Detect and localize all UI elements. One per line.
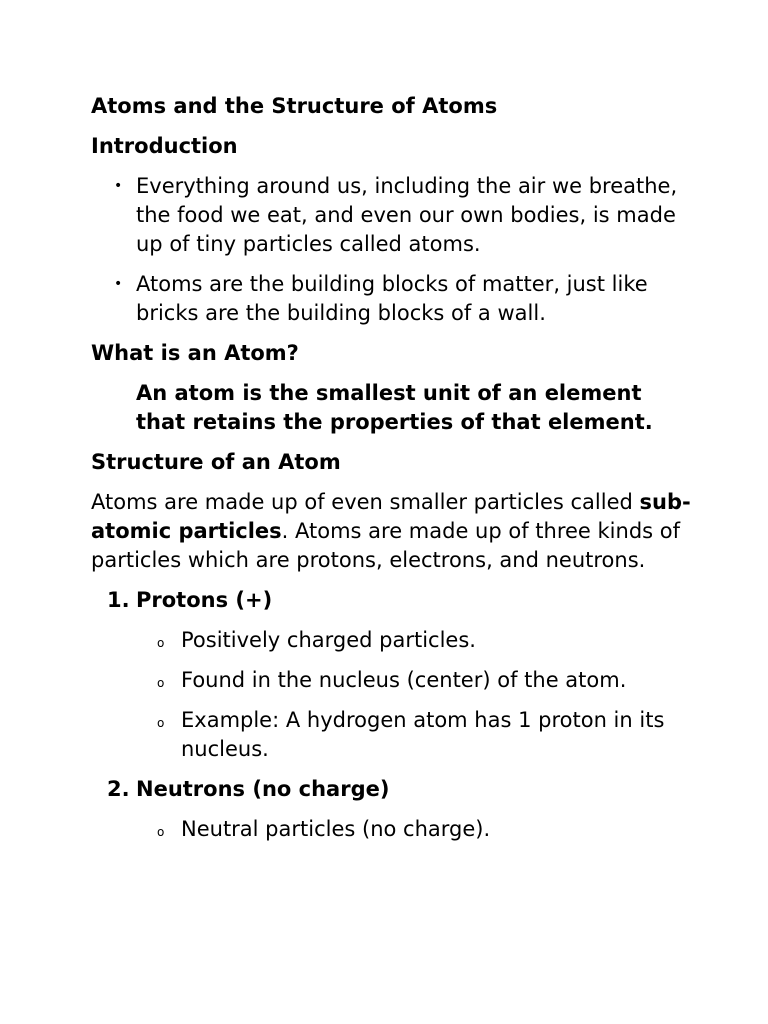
circle-bullet-icon: o xyxy=(157,636,165,650)
sub-list-item-text: Positively charged particles. xyxy=(181,628,476,652)
particle-list xyxy=(91,586,691,844)
item-number: 2. xyxy=(107,777,130,801)
sub-list-item xyxy=(157,626,691,655)
sub-list-item-text: Found in the nucleus (center) of the atom. xyxy=(181,668,627,692)
structure-paragraph-text: . Atoms are made up of three kinds of particles which are protons, electrons, and neutrons. xyxy=(91,519,681,572)
introduction-list xyxy=(91,172,691,328)
section-heading-structure: Structure of an Atom xyxy=(91,450,341,474)
list-item-text: Everything around us, including the air we breathe, the food we eat, and even our own bodies, is made up of tiny particles called atoms. xyxy=(136,174,678,256)
sub-list-item xyxy=(157,666,691,695)
item-number: 1. xyxy=(107,588,130,612)
circle-bullet-icon: o xyxy=(157,716,165,730)
sub-list-item xyxy=(157,815,691,844)
bullet-icon: • xyxy=(114,178,123,194)
list-item xyxy=(114,270,691,328)
atom-definition: An atom is the smallest unit of an element that retains the properties of that element. xyxy=(136,381,653,434)
document-page xyxy=(91,92,691,855)
bullet-icon: • xyxy=(114,276,123,292)
section-heading-introduction: Introduction xyxy=(91,134,238,158)
sub-list-item-text: Example: A hydrogen atom has 1 proton in its nucleus. xyxy=(181,708,665,761)
item-label: Protons (+) xyxy=(136,588,273,612)
particle-item-protons xyxy=(107,586,691,764)
particle-item-neutrons xyxy=(107,775,691,844)
list-item-text: Atoms are the building blocks of matter, just like bricks are the building blocks of a wall. xyxy=(136,272,648,325)
sub-list-item-text: Neutral particles (no charge). xyxy=(181,817,491,841)
item-label: Neutrons (no charge) xyxy=(136,777,390,801)
structure-paragraph-text: Atoms are made up of even smaller particles called xyxy=(91,490,640,514)
list-item xyxy=(114,172,691,259)
protons-points xyxy=(136,626,691,764)
document-title: Atoms and the Structure of Atoms xyxy=(91,94,498,118)
structure-paragraph xyxy=(91,488,691,575)
neutrons-points xyxy=(136,815,691,844)
sub-atomic-particles-term: sub-atomic particles xyxy=(91,490,691,543)
circle-bullet-icon: o xyxy=(157,676,165,690)
circle-bullet-icon: o xyxy=(157,825,165,839)
sub-list-item xyxy=(157,706,691,764)
section-heading-what-is-atom: What is an Atom? xyxy=(91,341,299,365)
